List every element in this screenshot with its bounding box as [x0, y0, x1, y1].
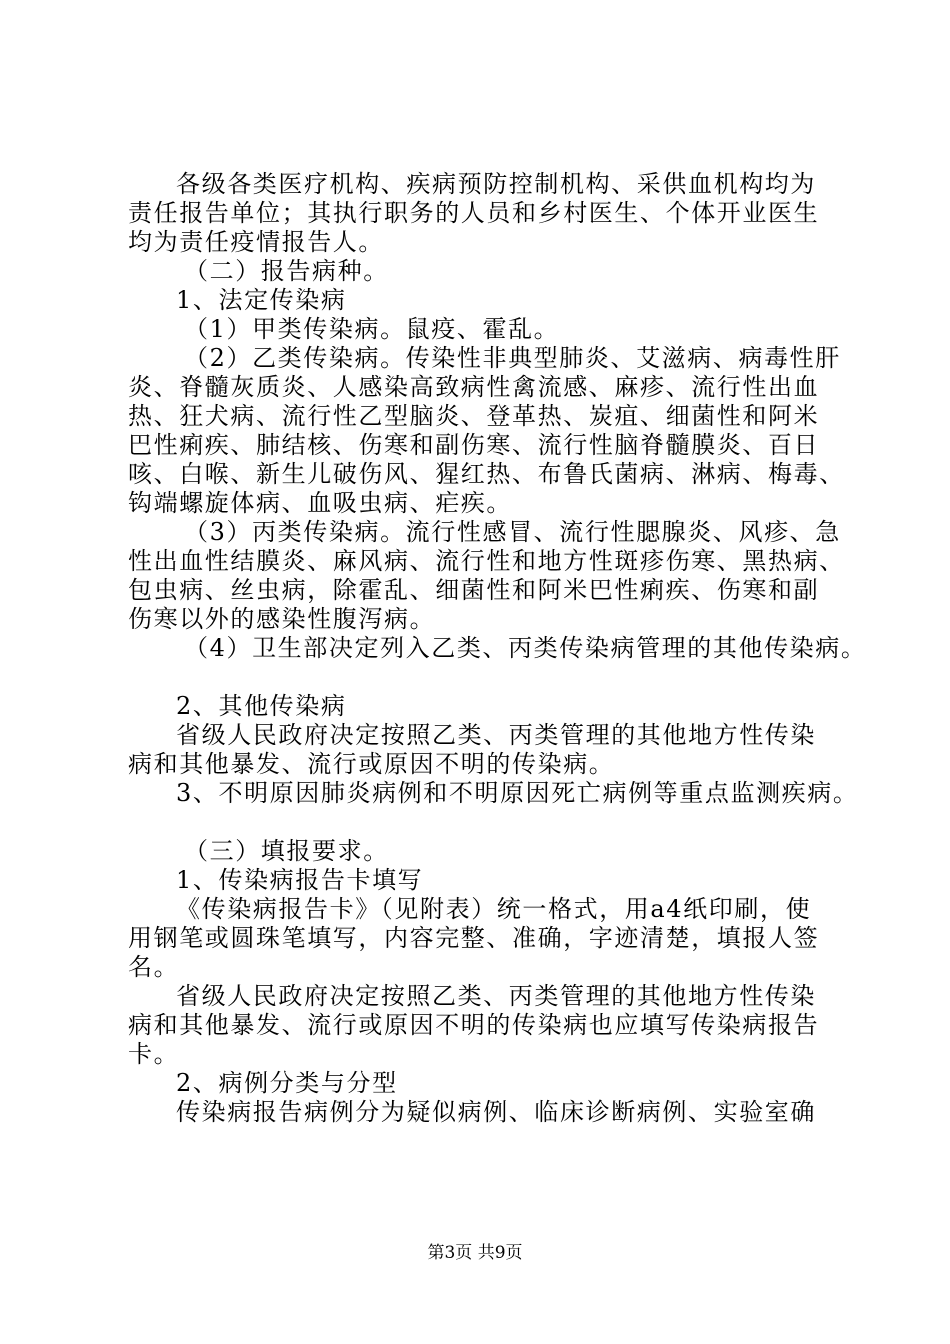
paragraph-line: 巴性痢疾、肺结核、伤寒和副伤寒、流行性脑脊髓膜炎、百日 [128, 431, 820, 459]
paragraph-line: 钩端螺旋体病、血吸虫病、疟疾。 [128, 489, 512, 517]
paragraph-line: 省级人民政府决定按照乙类、丙类管理的其他地方性传染 [176, 721, 816, 749]
paragraph-line: 性出血性结膜炎、麻风病、流行性和地方性斑疹伤寒、黑热病、 [128, 547, 845, 575]
paragraph-line: 伤寒以外的感染性腹泻病。 [128, 605, 436, 633]
blank-line [128, 808, 848, 837]
paragraph-line: （1）甲类传染病。鼠疫、霍乱。 [184, 315, 560, 343]
subsection-heading: 1、传染病报告卡填写 [176, 866, 424, 894]
paragraph-line: 包虫病、丝虫病，除霍乱、细菌性和阿米巴性痢疾、伤寒和副 [128, 576, 820, 604]
blank-line [128, 663, 848, 692]
paragraph-line: 热、狂犬病、流行性乙型脑炎、登革热、炭疽、细菌性和阿米 [128, 402, 820, 430]
paragraph-line: 名。 [128, 953, 180, 981]
paragraph-line: 各级各类医疗机构、疾病预防控制机构、采供血机构均为 [176, 170, 816, 198]
paragraph-line: 卡。 [128, 1040, 180, 1068]
paragraph-line: 病和其他暴发、流行或原因不明的传染病也应填写传染病报告 [128, 1011, 820, 1039]
section-heading: （三）填报要求。 [184, 837, 389, 865]
paragraph-line: 3、不明原因肺炎病例和不明原因死亡病例等重点监测疾病。 [176, 779, 859, 807]
paragraph-line: （2）乙类传染病。传染性非典型肺炎、艾滋病、病毒性肝 [184, 344, 841, 372]
subsection-heading: 1、法定传染病 [176, 286, 347, 314]
paragraph-line: 《传染病报告卡》（见附表）统一格式，用a4纸印刷，使 [176, 895, 812, 923]
paragraph-line: 责任报告单位；其执行职务的人员和乡村医生、个体开业医生 [128, 199, 820, 227]
subsection-heading: 2、病例分类与分型 [176, 1069, 398, 1097]
paragraph-line: 炎、脊髓灰质炎、人感染高致病性禽流感、麻疹、流行性出血 [128, 373, 820, 401]
paragraph-line: 病和其他暴发、流行或原因不明的传染病。 [128, 750, 615, 778]
paragraph-line: （4）卫生部决定列入乙类、丙类传染病管理的其他传染病。 [184, 634, 867, 662]
paragraph-line: 省级人民政府决定按照乙类、丙类管理的其他地方性传染 [176, 982, 816, 1010]
document-body [128, 170, 867, 1127]
paragraph-line: （3）丙类传染病。流行性感冒、流行性腮腺炎、风疹、急 [184, 518, 841, 546]
paragraph-line: 均为责任疫情报告人。 [128, 228, 384, 256]
paragraph-line: 用钢笔或圆珠笔填写，内容完整、准确，字迹清楚，填报人签 [128, 924, 820, 952]
page-number-footer: 第3页 共9页 [427, 1243, 523, 1263]
paragraph-line: 咳、白喉、新生儿破伤风、猩红热、布鲁氏菌病、淋病、梅毒、 [128, 460, 845, 488]
paragraph-line: 传染病报告病例分为疑似病例、临床诊断病例、实验室确 [176, 1098, 816, 1126]
section-heading: （二）报告病种。 [184, 257, 389, 285]
subsection-heading: 2、其他传染病 [176, 692, 347, 720]
